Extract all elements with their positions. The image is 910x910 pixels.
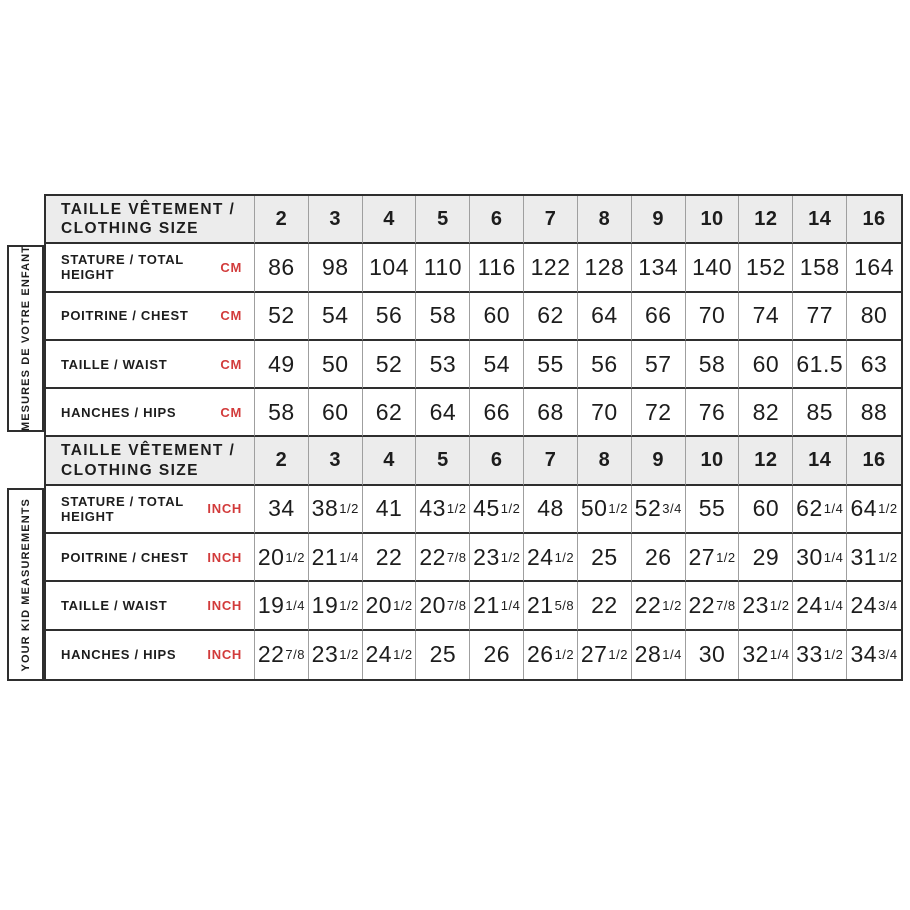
measurement-label: TAILLE / WAIST — [61, 356, 168, 372]
value-whole: 134 — [638, 253, 679, 280]
value-cell — [470, 341, 524, 389]
measurement-label-cell — [46, 534, 255, 582]
value-cell — [739, 534, 793, 582]
value-fraction: 3/4 — [878, 647, 898, 663]
value-cell — [686, 341, 740, 389]
value-cell — [578, 486, 632, 534]
value-whole: 116 — [477, 253, 516, 280]
value-cell — [255, 341, 309, 389]
size-header-cell: 7 — [524, 437, 578, 485]
value-cell — [363, 582, 417, 630]
value-fraction: 1/2 — [500, 549, 521, 565]
value-whole: 74 — [752, 302, 780, 329]
value-fraction: 1/4 — [500, 598, 521, 614]
value-cell — [739, 293, 793, 341]
size-header-cell: 9 — [632, 437, 686, 485]
unit-label-cm: CM — [220, 404, 242, 420]
value-whole: 64 — [591, 302, 618, 329]
value-whole: 80 — [860, 302, 888, 329]
value-whole: 50 — [580, 495, 608, 522]
value-whole: 70 — [591, 398, 618, 425]
value-cell — [255, 389, 309, 437]
value-fraction: 1/4 — [339, 549, 359, 565]
value-cell — [632, 534, 686, 582]
size-header-cell: 3 — [309, 196, 363, 244]
value-whole: 20 — [419, 592, 446, 619]
value-fraction: 7/8 — [446, 598, 467, 614]
size-header-cell: 12 — [739, 196, 793, 244]
value-cell — [309, 293, 363, 341]
value-whole: 22 — [688, 592, 716, 619]
value-whole: 27 — [580, 641, 608, 668]
value-whole: 25 — [429, 641, 457, 668]
value-cell — [416, 631, 470, 679]
size-header-cell: 2 — [255, 196, 309, 244]
value-fraction: 1/4 — [285, 598, 305, 614]
value-cell — [578, 293, 632, 341]
value-fraction: 1/2 — [285, 549, 305, 565]
value-cell — [632, 389, 686, 437]
value-cell — [739, 486, 793, 534]
value-whole: 50 — [321, 350, 349, 377]
value-cell — [793, 631, 847, 679]
value-cell — [416, 582, 470, 630]
value-fraction: 1/2 — [608, 647, 628, 663]
value-cell — [793, 389, 847, 437]
value-cell — [363, 486, 417, 534]
value-fraction: 1/2 — [823, 647, 844, 663]
value-fraction: 3/4 — [662, 501, 682, 517]
value-whole: 82 — [752, 398, 780, 425]
value-cell — [739, 582, 793, 630]
value-whole: 34 — [850, 641, 878, 668]
value-cell — [524, 582, 578, 630]
value-cell — [255, 631, 309, 679]
value-cell — [847, 293, 901, 341]
value-cell — [793, 534, 847, 582]
value-fraction: 1/2 — [339, 647, 359, 663]
measurement-label-cell — [46, 389, 255, 437]
size-header-cell: 3 — [309, 437, 363, 485]
value-whole: 27 — [688, 543, 716, 570]
value-whole: 85 — [806, 398, 834, 425]
value-cell — [847, 631, 901, 679]
measurement-label: POITRINE / CHEST — [61, 308, 189, 324]
value-cell — [416, 244, 470, 292]
value-whole: 52 — [634, 495, 662, 522]
value-whole: 31 — [850, 543, 878, 570]
value-fraction: 1/2 — [500, 501, 521, 517]
value-whole: 60 — [483, 302, 511, 329]
value-fraction: 1/2 — [339, 501, 359, 517]
value-whole: 22 — [634, 592, 662, 619]
value-fraction: 5/8 — [554, 598, 575, 614]
size-header-cell: 5 — [416, 196, 470, 244]
value-cell — [255, 582, 309, 630]
value-fraction: 1/4 — [662, 647, 682, 663]
value-whole: 38 — [311, 495, 339, 522]
value-whole: 57 — [644, 350, 672, 377]
measurement-label-cell — [46, 293, 255, 341]
value-cell — [739, 244, 793, 292]
value-cell — [793, 341, 847, 389]
value-cell — [416, 486, 470, 534]
value-cell — [309, 341, 363, 389]
value-whole: 21 — [473, 592, 500, 619]
value-cell — [739, 341, 793, 389]
measurement-label-cell — [46, 486, 255, 534]
value-cell — [363, 341, 417, 389]
value-cell — [470, 486, 524, 534]
value-fraction: 1/2 — [878, 549, 898, 565]
value-cell — [847, 341, 901, 389]
value-cell — [363, 631, 417, 679]
value-whole: 152 — [745, 253, 786, 280]
value-whole: 70 — [698, 302, 726, 329]
measurement-label: TAILLE / WAIST — [61, 598, 168, 614]
value-fraction: 1/4 — [823, 549, 844, 565]
value-whole: 110 — [423, 253, 462, 280]
value-whole: 26 — [526, 641, 554, 668]
value-whole: 64 — [850, 495, 878, 522]
value-cell — [686, 631, 740, 679]
value-cell — [470, 293, 524, 341]
value-whole: 56 — [591, 350, 618, 377]
value-cell — [309, 244, 363, 292]
value-whole: 20 — [365, 592, 393, 619]
value-whole: 41 — [375, 495, 403, 522]
size-header-cell: 7 — [524, 196, 578, 244]
value-fraction: 7/8 — [716, 598, 736, 614]
value-cell — [793, 293, 847, 341]
value-whole: 52 — [375, 350, 403, 377]
value-whole: 30 — [698, 641, 726, 668]
value-whole: 22 — [419, 543, 446, 570]
value-cell — [524, 534, 578, 582]
value-cell — [416, 389, 470, 437]
value-cell — [524, 486, 578, 534]
value-cell — [632, 341, 686, 389]
value-cell — [578, 341, 632, 389]
measurement-label: STATURE / TOTAL HEIGHT — [61, 252, 184, 283]
value-cell — [470, 244, 524, 292]
value-whole: 19 — [257, 592, 285, 619]
value-fraction: 1/2 — [393, 598, 413, 614]
value-fraction: 1/2 — [608, 501, 628, 517]
measurement-label-cell — [46, 341, 255, 389]
value-whole: 122 — [530, 253, 571, 280]
value-whole: 55 — [537, 350, 564, 377]
value-whole: 86 — [268, 253, 295, 280]
header-label-line2: CLOTHING SIZE — [61, 461, 199, 479]
unit-label-cm: CM — [220, 356, 242, 372]
value-fraction: 1/2 — [446, 501, 467, 517]
value-cell — [686, 582, 740, 630]
value-cell — [255, 486, 309, 534]
value-cell — [255, 534, 309, 582]
value-cell — [686, 389, 740, 437]
value-cell — [309, 582, 363, 630]
value-whole: 26 — [644, 543, 672, 570]
size-header-cell: 16 — [847, 437, 901, 485]
value-whole: 104 — [369, 253, 409, 280]
value-cell — [363, 293, 417, 341]
size-header-cell: 2 — [255, 437, 309, 485]
size-header-cell: 14 — [793, 196, 847, 244]
value-whole: 24 — [796, 592, 823, 619]
value-cell — [363, 389, 417, 437]
unit-label-cm: CM — [220, 308, 242, 324]
value-fraction: 1/2 — [878, 501, 898, 517]
value-cell — [524, 244, 578, 292]
value-whole: 62 — [796, 495, 823, 522]
value-whole: 52 — [268, 302, 295, 329]
value-cell — [793, 486, 847, 534]
value-cell — [309, 631, 363, 679]
value-whole: 21 — [526, 592, 554, 619]
size-header-label-inch — [46, 437, 255, 485]
size-header-cell: 14 — [793, 437, 847, 485]
size-header-cell: 12 — [739, 437, 793, 485]
value-whole: 26 — [483, 641, 511, 668]
value-whole: 22 — [591, 592, 618, 619]
value-cell — [524, 341, 578, 389]
size-header-cell: 10 — [686, 196, 740, 244]
header-label-line2: CLOTHING SIZE — [61, 220, 199, 238]
value-cell — [847, 534, 901, 582]
value-whole: 54 — [321, 302, 349, 329]
value-cell — [524, 631, 578, 679]
value-whole: 29 — [752, 543, 780, 570]
value-whole: 98 — [321, 253, 349, 280]
value-fraction: 1/2 — [339, 598, 359, 614]
value-whole: 63 — [860, 350, 888, 377]
value-whole: 58 — [698, 350, 726, 377]
value-cell — [309, 486, 363, 534]
value-whole: 140 — [692, 253, 732, 280]
value-fraction: 7/8 — [285, 647, 305, 663]
value-cell — [578, 534, 632, 582]
value-cell — [470, 582, 524, 630]
header-label-line1: TAILLE VÊTEMENT / — [61, 200, 236, 218]
value-fraction: 1/2 — [662, 598, 682, 614]
value-whole: 24 — [365, 641, 393, 668]
vertical-label-cm: MESURES DE VOTRE ENFANT — [19, 245, 32, 432]
value-whole: 62 — [537, 302, 564, 329]
value-cell — [578, 389, 632, 437]
value-fraction: 1/2 — [769, 598, 790, 614]
unit-label-inch: INCH — [207, 647, 242, 663]
value-cell — [363, 244, 417, 292]
measurement-label: POITRINE / CHEST — [61, 549, 189, 565]
value-cell — [416, 293, 470, 341]
value-cell — [847, 582, 901, 630]
value-cell — [632, 582, 686, 630]
value-whole: 60 — [752, 495, 780, 522]
value-whole: 53 — [429, 350, 457, 377]
value-whole: 30 — [796, 543, 823, 570]
value-fraction: 1/4 — [823, 598, 844, 614]
measurement-label-cell — [46, 631, 255, 679]
value-cell — [255, 293, 309, 341]
side-label-box-cm — [7, 245, 44, 432]
value-whole: 58 — [429, 302, 457, 329]
value-cell — [578, 582, 632, 630]
value-cell — [739, 389, 793, 437]
value-fraction: 1/4 — [823, 501, 844, 517]
value-whole: 76 — [698, 398, 726, 425]
value-cell — [309, 534, 363, 582]
value-whole: 23 — [742, 592, 769, 619]
size-header-cell: 6 — [470, 437, 524, 485]
value-whole: 23 — [311, 641, 339, 668]
value-cell — [793, 582, 847, 630]
value-whole: 34 — [268, 495, 295, 522]
value-whole: 32 — [742, 641, 769, 668]
measurement-label: STATURE / TOTAL HEIGHT — [61, 493, 184, 524]
value-whole: 49 — [268, 350, 295, 377]
size-header-cell: 9 — [632, 196, 686, 244]
value-whole: 22 — [375, 543, 403, 570]
value-whole: 88 — [860, 398, 888, 425]
value-whole: 20 — [257, 543, 285, 570]
value-whole: 43 — [419, 495, 446, 522]
value-fraction: 7/8 — [446, 549, 467, 565]
value-fraction: 1/2 — [393, 647, 413, 663]
value-cell — [416, 341, 470, 389]
value-whole: 68 — [537, 398, 564, 425]
value-cell — [686, 244, 740, 292]
value-whole: 23 — [473, 543, 500, 570]
size-header-cell: 5 — [416, 437, 470, 485]
value-whole: 77 — [806, 302, 834, 329]
value-whole: 56 — [375, 302, 403, 329]
vertical-label-inch: YOUR KID MEASUREMENTS — [19, 497, 32, 672]
value-cell — [686, 293, 740, 341]
value-whole: 66 — [644, 302, 672, 329]
size-header-cell: 4 — [363, 437, 417, 485]
size-header-cell: 4 — [363, 196, 417, 244]
value-whole: 66 — [483, 398, 511, 425]
value-cell — [255, 244, 309, 292]
value-whole: 158 — [799, 253, 840, 280]
size-header-cell: 8 — [578, 437, 632, 485]
value-whole: 62 — [375, 398, 403, 425]
value-cell — [470, 534, 524, 582]
value-whole: 28 — [634, 641, 662, 668]
value-fraction: 1/2 — [716, 549, 736, 565]
value-whole: 24 — [526, 543, 554, 570]
value-whole: 164 — [854, 253, 894, 280]
header-label-line1: TAILLE VÊTEMENT / — [61, 442, 236, 460]
value-whole: 60 — [321, 398, 349, 425]
value-cell — [416, 534, 470, 582]
value-cell — [524, 389, 578, 437]
value-cell — [632, 486, 686, 534]
value-whole: 72 — [644, 398, 672, 425]
size-chart-table — [44, 194, 903, 681]
value-cell — [632, 631, 686, 679]
value-cell — [470, 389, 524, 437]
value-whole: 19 — [311, 592, 339, 619]
value-cell — [847, 486, 901, 534]
value-cell — [847, 244, 901, 292]
value-fraction: 1/2 — [554, 647, 575, 663]
value-whole: 60 — [752, 350, 780, 377]
value-cell — [686, 534, 740, 582]
value-cell — [739, 631, 793, 679]
value-cell — [309, 389, 363, 437]
value-whole: 128 — [584, 253, 625, 280]
value-fraction: 1/4 — [769, 647, 790, 663]
unit-label-inch: INCH — [207, 598, 242, 614]
value-whole: 45 — [473, 495, 500, 522]
size-header-cell: 16 — [847, 196, 901, 244]
size-header-cell: 6 — [470, 196, 524, 244]
value-whole: 22 — [257, 641, 285, 668]
value-cell — [524, 293, 578, 341]
value-whole: 21 — [311, 543, 339, 570]
value-whole: 64 — [429, 398, 457, 425]
value-cell — [686, 486, 740, 534]
value-fraction: 3/4 — [878, 598, 898, 614]
unit-label-cm: CM — [220, 259, 242, 275]
unit-label-inch: INCH — [207, 549, 242, 565]
value-whole: 24 — [850, 592, 878, 619]
value-whole: 33 — [796, 641, 823, 668]
value-whole: 58 — [268, 398, 295, 425]
value-cell — [470, 631, 524, 679]
value-whole: 25 — [591, 543, 618, 570]
value-whole: 54 — [483, 350, 511, 377]
value-whole: 48 — [537, 495, 564, 522]
size-header-label-cm — [46, 196, 255, 244]
value-whole: 61.5 — [796, 350, 844, 377]
measurement-label-cell — [46, 244, 255, 292]
value-cell — [632, 244, 686, 292]
value-cell — [363, 534, 417, 582]
size-header-cell: 8 — [578, 196, 632, 244]
unit-label-inch: INCH — [207, 501, 242, 517]
value-cell — [847, 389, 901, 437]
size-header-cell: 10 — [686, 437, 740, 485]
side-label-box-inch — [7, 488, 44, 681]
value-cell — [578, 244, 632, 292]
measurement-label: HANCHES / HIPS — [61, 647, 177, 663]
measurement-label-cell — [46, 582, 255, 630]
value-fraction: 1/2 — [554, 549, 575, 565]
measurement-label: HANCHES / HIPS — [61, 404, 177, 420]
value-whole: 55 — [698, 495, 726, 522]
value-cell — [578, 631, 632, 679]
value-cell — [632, 293, 686, 341]
value-cell — [793, 244, 847, 292]
